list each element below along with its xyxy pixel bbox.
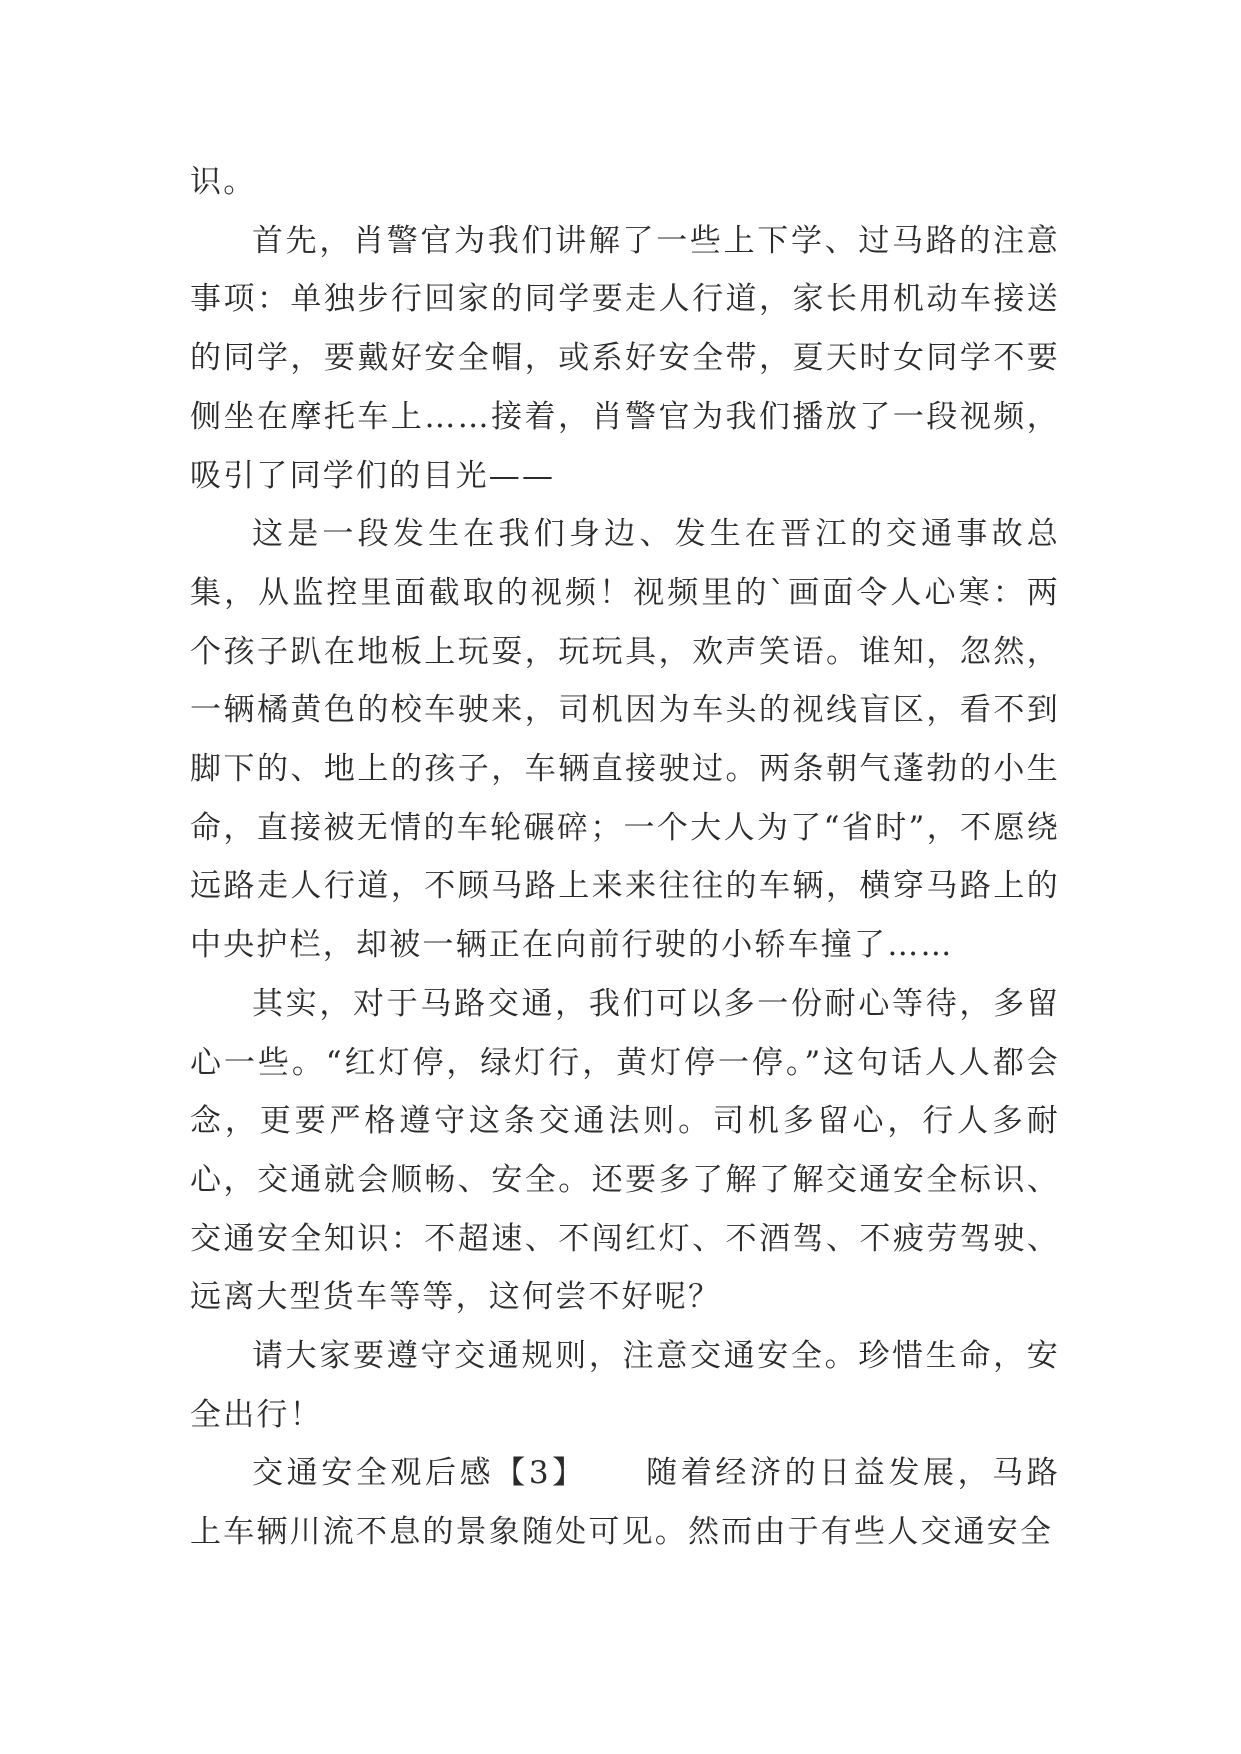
paragraph-continuation: [190, 153, 1060, 212]
section-heading: 交通安全观后感【3】: [252, 1455, 587, 1492]
paragraph-text: 请大家要遵守交通规则，注意交通安全。珍惜生命，安全出行！: [190, 1338, 1060, 1433]
paragraph-text: 识。: [190, 164, 257, 200]
paragraph-patience: [190, 975, 1060, 1327]
paragraph-accident-video: [190, 505, 1060, 975]
paragraph-text: 这是一段发生在我们身边、发生在晋江的交通事故总集，从监控里面截取的视频！视频里的`画面令人心寒：两个孩子趴在地板上玩耍，玩玩具，欢声笑语。谁知，忽然，一辆橘黄色的校车驶来，司机因为车头的视线盲区，看不到脚下的、地上的孩子，车辆直接驶过。两条朝气蓬勃的小生命，直接被无情的车轮碾碎；一个大人为了“省时”，不愿绕远路走人行道，不顾马路上来来往往的车辆，横穿马路上的中央护栏，却被一辆正在向前行驶的小轿车撞了……: [190, 516, 1060, 964]
paragraph-essay-3: [190, 1444, 1060, 1561]
paragraph-text: 其实，对于马路交通，我们可以多一份耐心等待，多留心一些。“红灯停，绿灯行，黄灯停一停。”这句话人人都会念，更要严格遵守这条交通法则。司机多留心，行人多耐心，交通就会顺畅、安全。还要多了解了解交通安全标识、交通安全知识：不超速、不闯红灯、不酒驾、不疲劳驾驶、远离大型货车等等，这何尝不好呢？: [190, 985, 1060, 1316]
paragraph-safety-tips: [190, 212, 1060, 506]
document-body: [190, 153, 1060, 1562]
paragraph-appeal: [190, 1327, 1060, 1444]
paragraph-text: 首先，肖警官为我们讲解了一些上下学、过马路的注意事项：单独步行回家的同学要走人行道，家长用机动车接送的同学，要戴好安全帽，或系好安全带，夏天时女同学不要侧坐在摩托车上……接着，肖警官为我们播放了一段视频，吸引了同学们的目光——: [190, 222, 1060, 494]
paragraph-text: 随着经济的日益发展，马路上车辆川流不息的景象随处可见。然而由于有些人交通安全: [190, 1455, 1060, 1551]
